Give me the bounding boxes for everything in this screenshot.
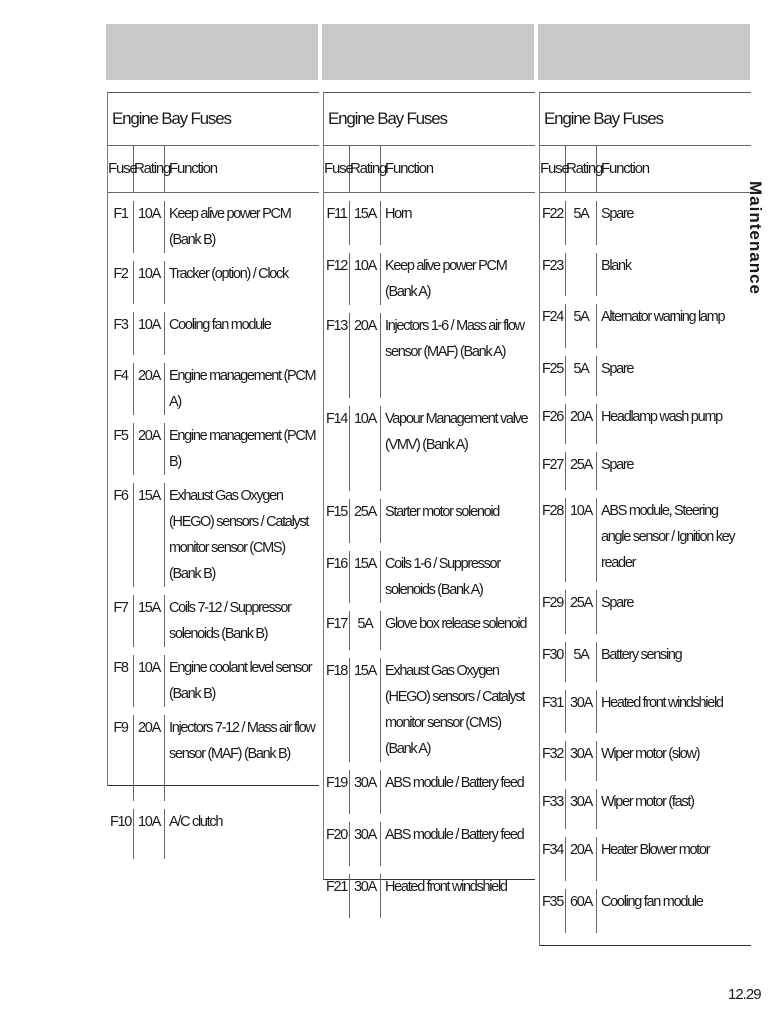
fuse-rating: 15A (350, 551, 381, 603)
fuse-rating: 5A (350, 611, 381, 650)
fuse-function: Engine management (PCM A) (169, 368, 316, 410)
fuse-table-2 (323, 92, 535, 895)
fuse-id: F8 (108, 655, 134, 707)
fuse-id: F32 (540, 741, 566, 781)
fuse-function: Vapour Management valve (VMV) (Bank A) (385, 411, 528, 453)
header-band-3 (538, 24, 750, 80)
fuse-function: Keep alive power PCM (Bank B) (169, 206, 291, 248)
fuse-function: Coils 7-12 / Suppressor solenoids (Bank B) (169, 600, 291, 642)
fuse-function: Exhaust Gas Oxygen (HEGO) sensors / Catalyst monitor sensor (CMS) (Bank A) (385, 663, 525, 757)
fuse-function: A/C clutch (169, 814, 223, 830)
table-row (108, 193, 319, 253)
fuse-rating: 30A (350, 874, 381, 918)
table-row (540, 733, 751, 781)
fuse-rating: 15A (134, 483, 165, 587)
table-row (540, 582, 751, 634)
fuse-id: F24 (540, 304, 566, 348)
fuse-function: Battery sensing (601, 647, 682, 663)
fuse-function: Spare (601, 361, 634, 377)
header-band-1 (106, 24, 318, 80)
table-row (108, 801, 319, 859)
fuse-function: Injectors 7-12 / Mass air flow sensor (MAF) (Bank B) (169, 720, 315, 762)
table-row (540, 781, 751, 829)
table-row (324, 543, 535, 603)
fuse-function: Injectors 1-6 / Mass air flow sensor (MAF) (Bank A) (385, 318, 524, 360)
header-function: Function (385, 160, 433, 177)
fuse-rating: 5A (566, 201, 597, 245)
fuse-function: Horn (385, 206, 412, 222)
fuse-rating: 25A (566, 452, 597, 490)
table-row (540, 682, 751, 733)
fuse-id: F9 (108, 715, 134, 801)
fuse-id: F7 (108, 595, 134, 647)
fuse-function: Heater Blower motor (601, 842, 710, 858)
section-side-label: Maintenance (746, 181, 765, 295)
table-row (324, 491, 535, 543)
fuse-id: F17 (324, 611, 350, 650)
fuse-id: F3 (108, 312, 134, 355)
fuse-rating: 5A (566, 642, 597, 682)
table-row (108, 647, 319, 707)
fuse-function: Spare (601, 457, 634, 473)
table-row (540, 881, 751, 933)
table-row (540, 444, 751, 490)
page-number: 12.29 (728, 986, 761, 1003)
fuse-table-1 (107, 92, 319, 830)
table-row (108, 415, 319, 475)
fuse-id: F30 (540, 642, 566, 682)
table-row (324, 650, 535, 762)
fuse-rating: 15A (134, 595, 165, 647)
header-function: Function (601, 160, 649, 177)
fuse-rating: 10A (350, 406, 381, 491)
fuse-id: F12 (324, 253, 350, 305)
fuse-function: Cooling fan module (169, 317, 271, 333)
fuse-rating: 60A (566, 889, 597, 933)
fuse-id: F4 (108, 363, 134, 415)
fuse-rating: 25A (566, 590, 597, 634)
fuse-function: Exhaust Gas Oxygen (HEGO) sensors / Catalyst monitor sensor (CMS) (Bank B) (169, 488, 309, 582)
table-header-row (108, 146, 319, 193)
fuse-function: ABS module, Steering angle sensor / Ignition key reader (601, 503, 735, 571)
table-row (324, 762, 535, 814)
fuse-table-3 (539, 92, 751, 946)
table-row (324, 603, 535, 650)
fuse-id: F33 (540, 789, 566, 829)
fuse-id: F22 (540, 201, 566, 245)
fuse-id: F14 (324, 406, 350, 491)
fuse-id: F10 (108, 809, 134, 859)
table-row (108, 304, 319, 355)
table-row (324, 866, 535, 918)
fuse-id: F20 (324, 822, 350, 866)
table-row (108, 475, 319, 587)
fuse-function: Spare (601, 206, 634, 222)
fuse-rating: 5A (566, 356, 597, 396)
header-band-2 (322, 24, 534, 80)
fuse-function: Engine coolant level sensor (Bank B) (169, 660, 312, 702)
fuse-rating: 30A (566, 741, 597, 781)
fuse-function: Heated front windshield (385, 879, 507, 895)
fuse-id: F6 (108, 483, 134, 587)
table-row (540, 634, 751, 682)
fuse-rating: 10A (134, 201, 165, 253)
table-row (108, 253, 319, 304)
fuse-id: F13 (324, 313, 350, 398)
table-row (108, 355, 319, 415)
fuse-rating: 20A (566, 837, 597, 881)
table-row (540, 490, 751, 582)
table-header-row (324, 146, 535, 193)
fuse-function: Alternator warning lamp (601, 309, 725, 325)
fuse-function: Cooling fan module (601, 894, 703, 910)
fuse-rating: 20A (350, 313, 381, 398)
fuse-id: F28 (540, 498, 566, 582)
fuse-function: Headlamp wash pump (601, 409, 722, 425)
table-row (324, 398, 535, 491)
fuse-id: F18 (324, 658, 350, 762)
fuse-id: F26 (540, 404, 566, 444)
fuse-function: Glove box release solenoid (385, 616, 527, 632)
fuse-id: F5 (108, 423, 134, 475)
fuse-id: F34 (540, 837, 566, 881)
fuse-id: F19 (324, 770, 350, 814)
fuse-rating: 30A (566, 789, 597, 829)
table-body (108, 193, 319, 859)
fuse-id: F11 (324, 201, 350, 245)
fuse-id: F27 (540, 452, 566, 490)
table-row (540, 348, 751, 396)
table-title: Engine Bay Fuses (108, 93, 319, 146)
table-row (324, 305, 535, 398)
table-header-row (540, 146, 751, 193)
fuse-rating: 10A (134, 655, 165, 707)
fuse-id: F15 (324, 499, 350, 543)
table-row (540, 296, 751, 348)
header-fuse: Fuse (108, 146, 134, 192)
fuse-id: F31 (540, 690, 566, 733)
fuse-function: Blank (601, 258, 631, 274)
table-row (540, 829, 751, 881)
fuse-rating: 30A (350, 770, 381, 814)
fuse-rating: 20A (134, 423, 165, 475)
fuse-function: ABS module / Battery feed (385, 775, 524, 791)
table-row (324, 814, 535, 866)
fuse-function: Coils 1-6 / Suppressor solenoids (Bank A) (385, 556, 500, 598)
fuse-function: Starter motor solenoid (385, 504, 500, 520)
fuse-function: Spare (601, 595, 634, 611)
fuse-rating: 15A (350, 201, 381, 245)
fuse-rating: 10A (134, 312, 165, 355)
fuse-id: F23 (540, 253, 566, 296)
fuse-function: Engine management (PCM B) (169, 428, 316, 470)
table-title: Engine Bay Fuses (324, 93, 535, 146)
fuse-id: F35 (540, 889, 566, 933)
table-title: Engine Bay Fuses (540, 93, 751, 146)
table-row (108, 707, 319, 801)
fuse-id: F25 (540, 356, 566, 396)
header-rating: Rating (134, 146, 165, 192)
fuse-rating: 20A (566, 404, 597, 444)
fuse-id: F21 (324, 874, 350, 918)
fuse-rating: 10A (134, 809, 165, 859)
fuse-id: F29 (540, 590, 566, 634)
fuse-rating: 20A (134, 715, 165, 801)
header-fuse: Fuse (324, 146, 350, 192)
fuse-rating: 30A (566, 690, 597, 733)
table-row (540, 396, 751, 444)
table-row (108, 587, 319, 647)
fuse-id: F1 (108, 201, 134, 253)
fuse-rating: 10A (134, 261, 165, 304)
fuse-rating: 30A (350, 822, 381, 866)
fuse-rating: 10A (350, 253, 381, 305)
fuse-rating: 15A (350, 658, 381, 762)
fuse-function: Wiper motor (fast) (601, 794, 694, 810)
header-function: Function (169, 160, 217, 177)
table-body (540, 193, 751, 933)
table-row (324, 245, 535, 305)
fuse-rating (566, 253, 597, 296)
fuse-function: ABS module / Battery feed (385, 827, 524, 843)
fuse-function: Keep alive power PCM (Bank A) (385, 258, 507, 300)
fuse-rating: 25A (350, 499, 381, 543)
fuse-function: Tracker (option) / Clock (169, 266, 288, 282)
fuse-rating: 5A (566, 304, 597, 348)
fuse-rating: 10A (566, 498, 597, 582)
header-fuse: Fuse (540, 146, 566, 192)
table-body (324, 193, 535, 918)
fuse-function: Heated front windshield (601, 695, 723, 711)
header-rating: Rating (350, 146, 381, 192)
table-row (324, 193, 535, 245)
fuse-rating: 20A (134, 363, 165, 415)
fuse-function: Wiper motor (slow) (601, 746, 700, 762)
fuse-id: F2 (108, 261, 134, 304)
fuse-id: F16 (324, 551, 350, 603)
header-rating: Rating (566, 146, 597, 192)
